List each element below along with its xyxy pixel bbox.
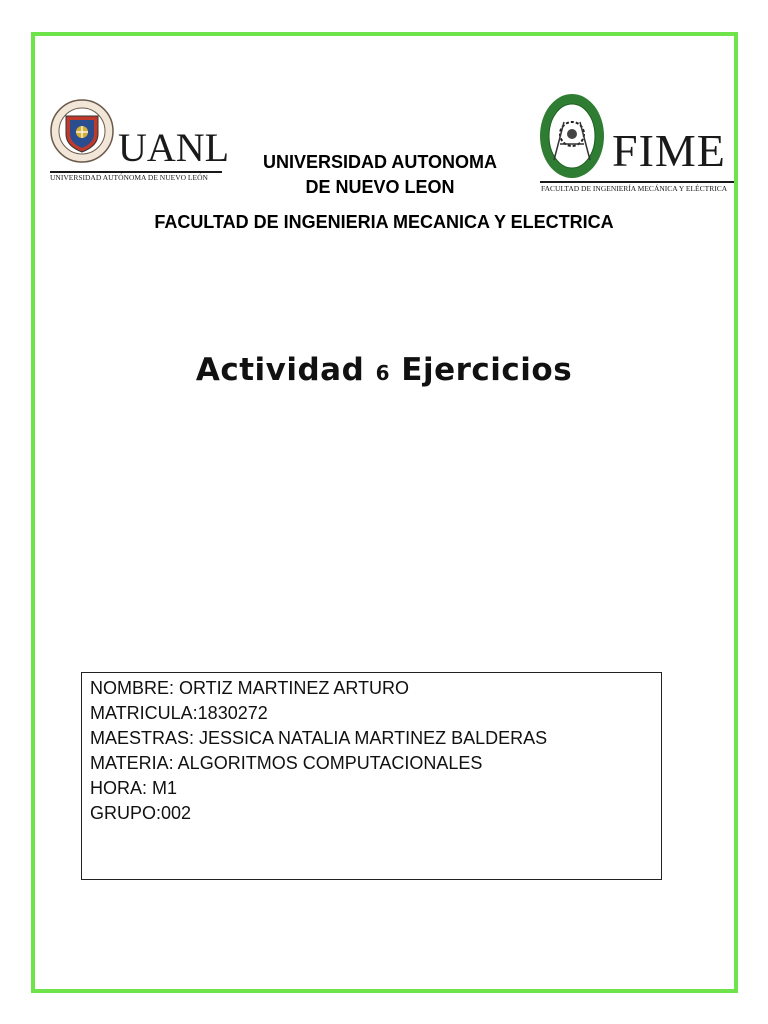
university-name-line1: UNIVERSIDAD AUTONOMA bbox=[262, 152, 497, 172]
faculty-name: FACULTAD DE INGENIERIA MECANICA Y ELECTRICA bbox=[154, 212, 614, 232]
uanl-seal-icon bbox=[50, 98, 114, 164]
document-title bbox=[120, 352, 648, 388]
info-name: NOMBRE: ORTIZ MARTINEZ ARTURO bbox=[90, 678, 410, 698]
info-subject: MATERIA: ALGORITMOS COMPUTACIONALES bbox=[90, 753, 483, 773]
title-number: 6 bbox=[375, 361, 390, 385]
info-teacher: MAESTRAS: JESSICA NATALIA MARTINEZ BALDERAS bbox=[90, 728, 548, 748]
title-text-before: Actividad bbox=[195, 352, 376, 388]
fime-logo-subtitle: FACULTAD DE INGENIERÍA MECÁNICA Y ELÉCTRICA bbox=[541, 184, 728, 193]
info-matricula: MATRICULA:1830272 bbox=[90, 703, 268, 723]
info-group: GRUPO:002 bbox=[90, 803, 192, 823]
fime-logo-rule bbox=[540, 181, 734, 183]
title-text-after: Ejercicios bbox=[390, 352, 573, 388]
info-hour: HORA: M1 bbox=[90, 778, 178, 798]
university-name-line2: DE NUEVO LEON bbox=[305, 177, 455, 197]
student-info-box bbox=[81, 672, 662, 880]
uanl-logo-subtitle: UNIVERSIDAD AUTÓNOMA DE NUEVO LEÓN bbox=[50, 173, 208, 182]
fime-seal-icon bbox=[538, 92, 606, 182]
fime-logo-text: FIME bbox=[612, 125, 726, 176]
uanl-logo-text: UANL bbox=[118, 125, 230, 170]
university-name bbox=[240, 150, 520, 200]
